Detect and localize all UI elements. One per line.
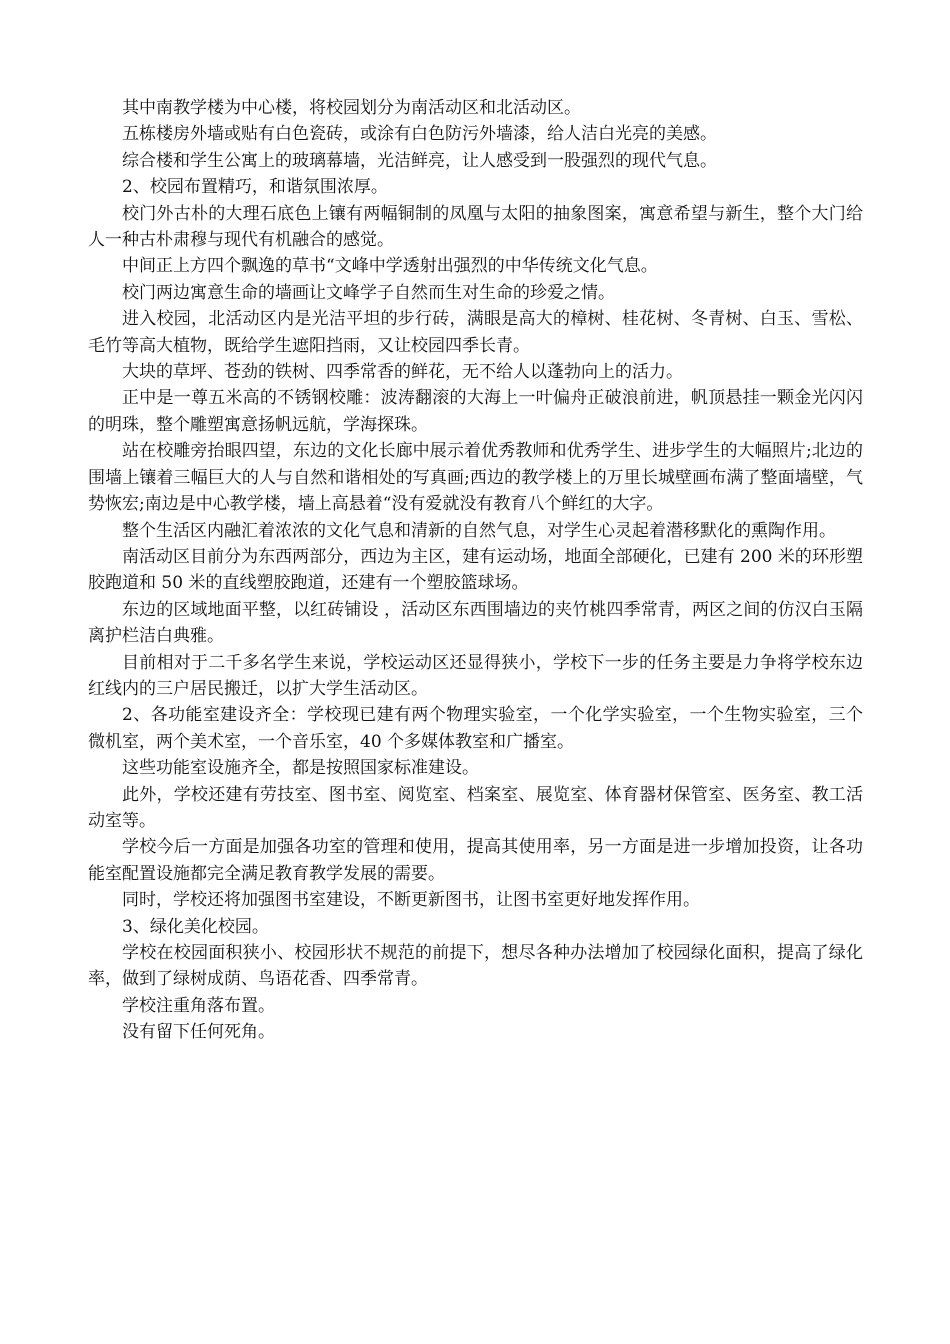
paragraph-22: 学校在校园面积狭小、校园形状不规范的前提下，想尽各种办法增加了校园绿化面积，提高了绿化率，做到了绿树成荫、鸟语花香、四季常青。 bbox=[88, 943, 863, 990]
paragraph-15: 目前相对于二千多名学生来说，学校运动区还显得狭小，学校下一步的任务主要是力争将学校东边红线内的三户居民搬迁，以扩大学生活动区。 bbox=[88, 652, 863, 699]
section-heading-function-rooms: 2、各功能室建设齐全：学校现已建有两个物理实验室，一个化学实验室，一个生物实验室，三个微机室，两个美术室，一个音乐室，40 个多媒体教室和广播室。 bbox=[88, 705, 863, 752]
paragraph-2: 五栋楼房外墙或贴有白色瓷砖，或涂有白色防污外墙漆，给人洁白光亮的美感。 bbox=[122, 124, 717, 145]
paragraph-14: 东边的区域地面平整，以红砖铺设 ，活动区东西围墙边的夹竹桃四季常青，两区之间的仿汉白玉隔离护栏洁白典雅。 bbox=[88, 599, 863, 647]
paragraph-19: 学校今后一方面是加强各功室的管理和使用，提高其使用率，另一方面是进一步增加投资，让各功能室配置设施都完全满足教育教学发展的需要。 bbox=[88, 837, 863, 884]
paragraph-9: 大块的草坪、苍劲的铁树、四季常香的鲜花，无不给人以蓬勃向上的活力。 bbox=[122, 362, 683, 383]
paragraph-12: 整个生活区内融汇着浓浓的文化气息和清新的自然气息，对学生心灵起着潜移默化的熏陶作用。 bbox=[122, 520, 836, 541]
document-body bbox=[88, 95, 863, 1046]
paragraph-1: 其中南教学楼为中心楼，将校园划分为南活动区和北活动区。 bbox=[122, 98, 581, 118]
paragraph-7: 校门两边寓意生命的墙画让文峰学子自然而生对生命的珍爱之情。 bbox=[122, 282, 615, 303]
paragraph-10: 正中是一尊五米高的不锈钢校雕：波涛翻滚的大海上一叶偏舟正破浪前进，帆顶悬挂一颗金光闪闪的明珠，整个雕塑寓意扬帆远航，学海探珠。 bbox=[88, 388, 863, 435]
paragraph-23: 学校注重角落布置。 bbox=[122, 995, 275, 1016]
paragraph-8: 进入校园，北活动区内是光洁平坦的步行砖，满眼是高大的樟树、桂花树、冬青树、白玉、雪松、毛竹等高大植物，既给学生遮阳挡雨，又让校园四季长青。 bbox=[88, 309, 863, 356]
paragraph-20: 同时，学校还将加强图书室建设，不断更新图书，让图书室更好地发挥作用。 bbox=[122, 890, 700, 911]
section-heading-greening: 3、绿化美化校园。 bbox=[122, 916, 269, 937]
section-heading-campus-layout: 2、校园布置精巧，和谐氛围浓厚。 bbox=[122, 177, 388, 198]
paragraph-18: 此外，学校还建有劳技室、图书室、阅览室、档案室、展览室、体育器材保管室、医务室、教工活动室等。 bbox=[88, 784, 863, 831]
paragraph-11: 站在校雕旁抬眼四望，东边的文化长廊中展示着优秀教师和优秀学生、进步学生的大幅照片;北边的围墙上镶着三幅巨大的人与自然和谐相处的写真画;西边的教学楼上的万里长城壁画布满了整面墙壁，气势恢宏;南边是中心教学楼，墙上高悬着“没有爱就没有教育八个鲜红的大字。 bbox=[88, 441, 863, 515]
paragraph-17: 这些功能室设施齐全，都是按照国家标准建设。 bbox=[122, 758, 479, 779]
paragraph-3: 综合楼和学生公寓上的玻璃幕墙，光洁鲜亮，让人感受到一股强烈的现代气息。 bbox=[122, 150, 717, 171]
paragraph-24: 没有留下任何死角。 bbox=[122, 1022, 275, 1043]
paragraph-6: 中间正上方四个飘逸的草书“文峰中学透射出强烈的中华传统文化气息。 bbox=[122, 256, 658, 277]
paragraph-5: 校门外古朴的大理石底色上镶有两幅铜制的凤凰与太阳的抽象图案，寓意希望与新生，整个大门给人一种古朴肃穆与现代有机融合的感觉。 bbox=[88, 203, 863, 251]
paragraph-13: 南活动区目前分为东西两部分，西边为主区，建有运动场，地面全部硬化，已建有 200 米的环形塑胶跑道和 50 米的直线塑胶跑道，还建有一个塑胶篮球场。 bbox=[88, 546, 863, 594]
